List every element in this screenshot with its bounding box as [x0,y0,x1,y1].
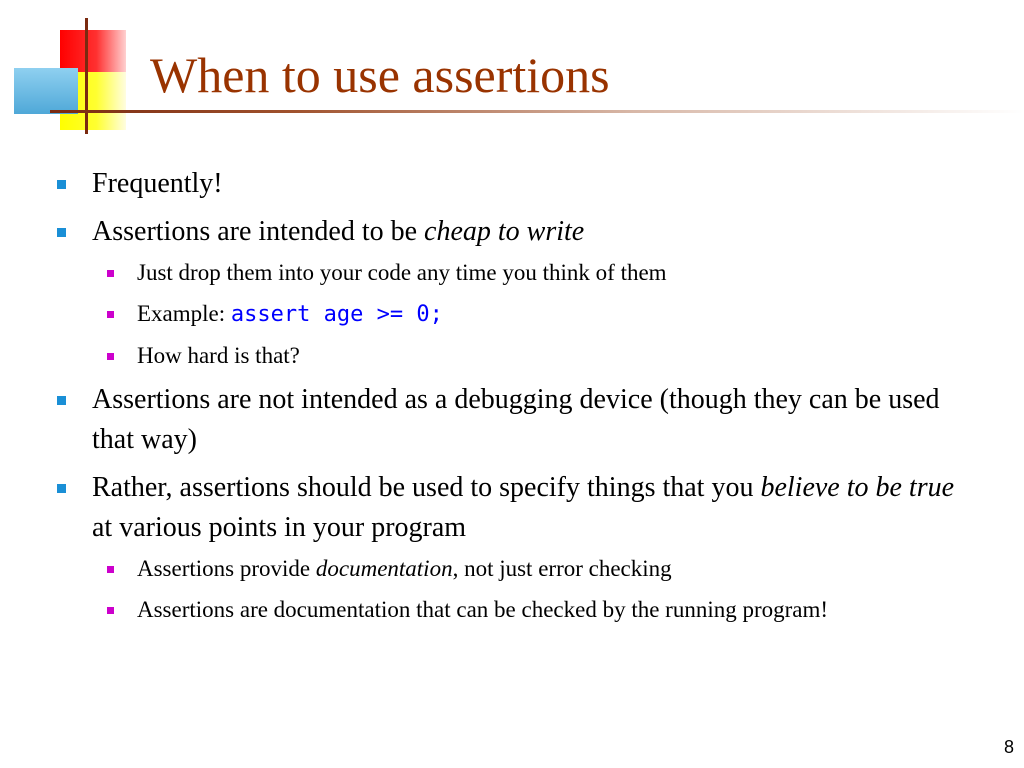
square-bullet-icon [57,180,66,189]
bullet-emphasis: believe to be true [760,472,955,503]
blue-square-shape [14,68,78,114]
title-underline-rule [50,110,1024,113]
subbullet-example [50,297,980,332]
square-bullet-icon [107,353,114,360]
square-bullet-icon [107,270,114,277]
subbullet-text-continued: , not just error checking [452,556,672,581]
subbullet-text: Assertions provide [137,556,316,581]
bullet-text-continued: at various points in your program [92,512,467,543]
subbullet-documentation [50,552,980,586]
subbullet-text: How hard is that? [137,343,300,368]
square-bullet-icon [57,228,66,237]
bullet-text: Assertions are intended to be [92,216,425,247]
decorative-logo [0,0,140,140]
bullet-text: Rather, assertions should be used to specify things that you [92,472,761,503]
square-bullet-icon [107,311,114,318]
subbullet-checked-documentation [50,593,980,627]
bullet-frequently [50,164,980,204]
bullet-list [50,164,980,634]
slide-title: When to use assertions [150,47,610,103]
square-bullet-icon [107,607,114,614]
square-bullet-icon [57,396,66,405]
vertical-rule-line [85,18,88,134]
bullet-believe-true [50,468,980,548]
subbullet-drop-them-in [50,256,980,290]
bullet-not-debugging [50,380,980,460]
bullet-text: Assertions are not intended as a debugging device (though they can be used that way) [92,384,940,455]
subbullet-text: Just drop them into your code any time you think of them [137,260,667,285]
subbullet-how-hard [50,339,980,373]
square-bullet-icon [107,566,114,573]
page-number: 8 [1003,737,1014,757]
bullet-text: Frequently! [92,168,223,199]
bullet-cheap-to-write [50,212,980,252]
subbullet-emphasis: documentation [315,556,453,581]
code-snippet: assert age >= 0; [230,302,443,327]
subbullet-text: Example: [137,301,231,326]
bullet-emphasis: cheap to write [424,216,585,247]
square-bullet-icon [57,484,66,493]
subbullet-text: Assertions are documentation that can be checked by the running program! [137,597,829,622]
